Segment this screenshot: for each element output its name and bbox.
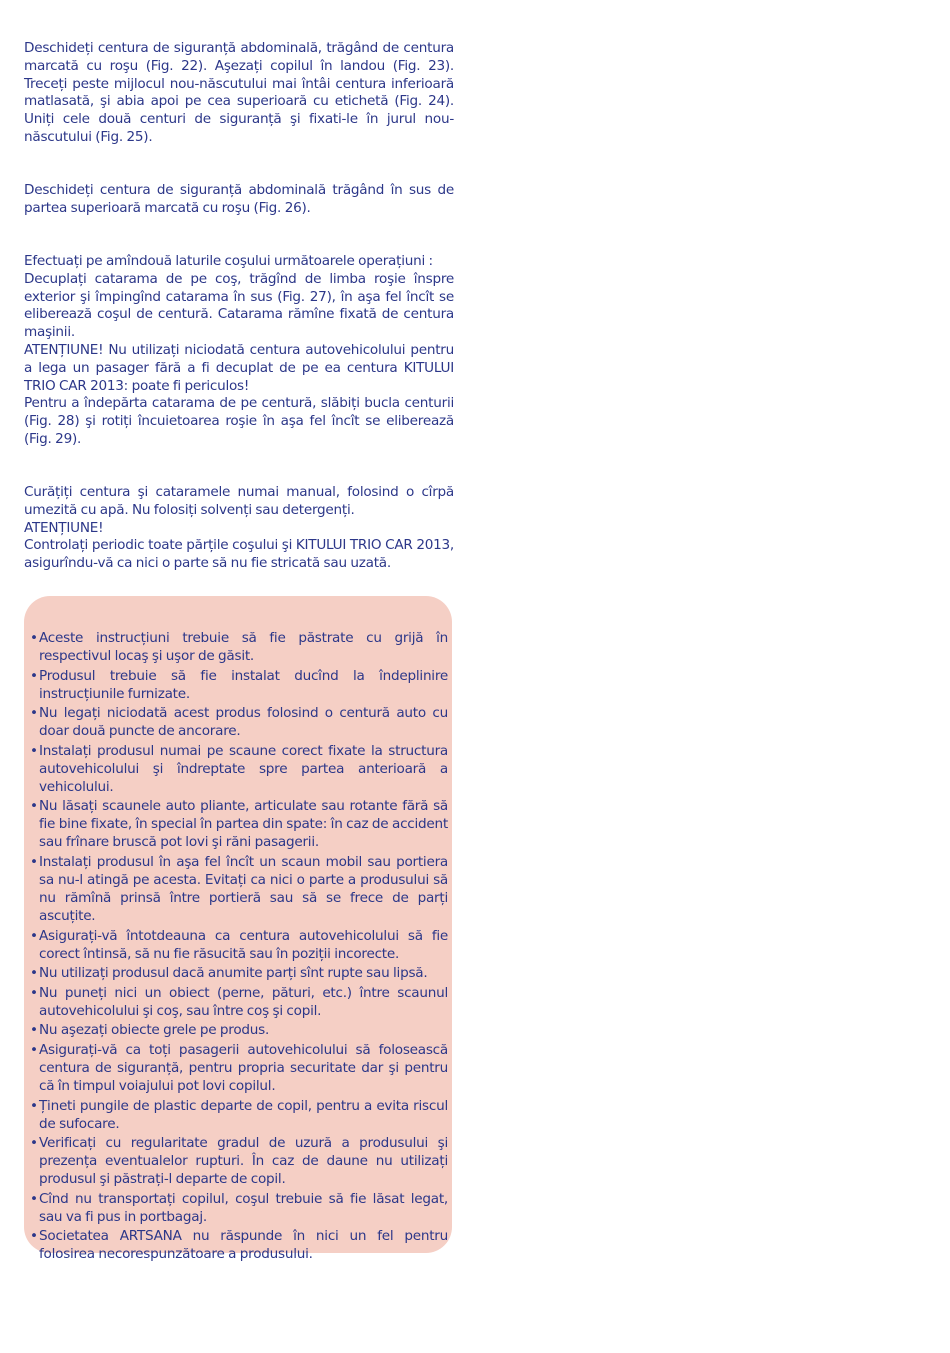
safety-warning-item — [30, 984, 448, 1020]
paragraph-line: Decuplați catarama de pe coş, trăgînd de limba roşie înspre exterior şi împingînd catarama în sus (Fig. 27), în aşa fel încît se eliberează coşul de centură. Catarama rămîne fixată de centura maşinii. — [24, 270, 454, 341]
safety-warning-item — [30, 927, 448, 963]
bullet-icon: • — [30, 1228, 38, 1245]
safety-warning-item — [30, 1097, 448, 1133]
safety-warning-item — [30, 1134, 448, 1188]
bullet-icon: • — [30, 667, 38, 684]
paragraph-text: Deschideți centura de siguranță abdominală trăgând în sus de partea superioară marcată cu roşu (Fig. 26). — [24, 182, 454, 216]
warning-heading: ATENȚIUNE! — [24, 519, 104, 536]
bullet-icon: • — [30, 1041, 38, 1058]
bullet-icon: • — [30, 705, 38, 722]
instruction-paragraph-buckle-removal — [24, 253, 454, 449]
safety-warning-text: Nu lăsați scaunele auto pliante, articulate sau rotante fără să fie bine fixate, în special în partea din spate: în caz de accident sau frînare bruscă pot lovi şi răni pasagerii. — [39, 798, 448, 851]
safety-warning-text: Cînd nu transportați copilul, coşul trebuie să fie lăsat legat, sau va fi pus in portbagaj. — [39, 1190, 448, 1225]
instruction-paragraph-harness-open — [24, 40, 454, 147]
paragraph-line: Efectuați pe amîndouă laturile coşului următoarele operațiuni : — [24, 253, 433, 269]
safety-warning-text: Nu aşezați obiecte grele pe produs. — [39, 1022, 270, 1039]
bullet-icon: • — [30, 630, 38, 646]
safety-warning-item — [30, 1041, 448, 1095]
bullet-icon: • — [30, 1097, 38, 1114]
bullet-icon: • — [30, 965, 38, 982]
bullet-icon: • — [30, 1135, 38, 1152]
paragraph-line: Curățiți centura şi cataramele numai manual, folosind o cîrpă umezită cu apă. Nu folosiți solvenți sau detergenți. — [24, 484, 454, 518]
safety-warning-item — [30, 742, 448, 796]
paragraph-line: Controlați periodic toate părțile coşului şi KITULUI TRIO CAR 2013, asigurîndu-vă ca nici o parte să nu fie stricată sau uzată. — [24, 537, 454, 572]
safety-warning-text: Țineti pungile de plastic departe de copil, pentru a evita riscul de sufocare. — [39, 1097, 448, 1132]
safety-warning-text: Nu legați niciodată acest produs folosind o centură auto cu doar două puncte de ancorare. — [39, 705, 448, 740]
paragraph-text: Deschideți centura de siguranță abdominală, trăgând de centura marcată cu roşu (Fig. 22). Aşezați copilul în landou (Fig. 23). Treceți peste mijlocul nou-născutului mai întâi centura inferioară matlasată, şi abia apoi pe cea superioară cu etichetă (Fig. 24). Uniți cele două centuri de siguranță şi fixati-le în jurul nou-născutului (Fig. 25). — [24, 40, 454, 145]
safety-warning-item — [30, 964, 448, 982]
safety-warning-text: Produsul trebuie să fie instalat ducînd la îndeplinire instrucțiunile furnizate. — [39, 667, 448, 702]
safety-warning-text: Instalați produsul în aşa fel încît un scaun mobil sau portiera sa nu-l atingă pe acesta. Evitați ca nici o parte a produsului să nu rămînă prinsă între portieră sau să se frece de parți ascuțite. — [39, 853, 448, 924]
safety-warning-item — [30, 704, 448, 740]
safety-warning-text: Asigurați-vă întotdeauna ca centura autovehicolului să fie corect întinsă, să nu fie răsucită sau în poziții incorecte. — [39, 927, 448, 962]
safety-warning-item — [30, 797, 448, 851]
bullet-icon: • — [30, 853, 38, 870]
instruction-paragraph-harness-release — [24, 182, 454, 218]
bullet-icon: • — [30, 798, 38, 815]
safety-warning-text: Nu puneți nici un obiect (perne, pături, etc.) între scaunul autovehicolului şi coş, sau între coş şi copil. — [39, 984, 448, 1019]
instruction-paragraph-cleaning — [24, 484, 454, 573]
safety-warnings-list — [30, 629, 448, 1265]
bullet-icon: • — [30, 1190, 38, 1207]
safety-warning-item — [30, 1190, 448, 1226]
bullet-icon: • — [30, 927, 38, 944]
safety-warning-item — [30, 1021, 448, 1039]
safety-warning-item — [30, 667, 448, 703]
safety-warning-item — [30, 853, 448, 925]
safety-warnings-box — [24, 596, 452, 1263]
safety-warning-item — [30, 1227, 448, 1263]
paragraph-line: Pentru a îndepărta catarama de pe centură, slăbiți bucla centurii (Fig. 28) şi rotiți încuietoarea roşie în aşa fel încît se eliberează (Fig. 29). — [24, 395, 454, 447]
safety-warning-text: Asigurați-vă ca toți pasagerii autovehicolului să folosească centura de siguranță, pentru propria securitate dar şi pentru că în timpul voiajului pot lovi copilul. — [39, 1041, 448, 1094]
bullet-icon: • — [30, 984, 38, 1001]
safety-warning-text: Verificați cu regularitate gradul de uzură a produsului şi prezența eventualelor rupturi. În caz de daune nu utilizați produsul şi păstrați-l departe de copil. — [39, 1135, 448, 1188]
bullet-icon: • — [30, 1022, 38, 1039]
bullet-icon: • — [30, 742, 38, 759]
safety-warning-text: Societatea ARTSANA nu răspunde în nici un fel pentru folosirea necorespunzătoare a produsului. — [39, 1228, 448, 1263]
safety-warning-text: Aceste instrucțiuni trebuie să fie păstrate cu grijă în respectivul locaş şi uşor de găsit. — [39, 630, 448, 664]
safety-warning-text: Nu utilizați produsul dacă anumite parți sînt rupte sau lipsă. — [39, 965, 428, 982]
safety-warning-text: Instalați produsul numai pe scaune corect fixate la structura autovehicolului şi îndreptate spre partea anterioară a vehicolului. — [39, 742, 448, 795]
safety-warning-item — [30, 629, 448, 665]
warning-line: ATENȚIUNE! Nu utilizați niciodată centura autovehicolului pentru a lega un pasager fără a fi decuplat de pe ea centura KITULUI TRIO CAR 2013: poate fi periculos! — [24, 341, 454, 394]
